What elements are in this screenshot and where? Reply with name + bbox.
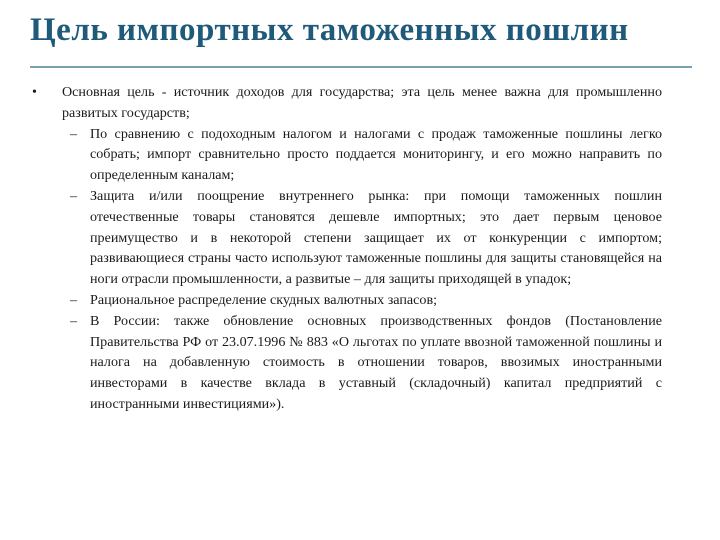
bullet-text: Основная цель - источник доходов для государства; эта цель менее важна для промышленно развитых государств; — [62, 84, 662, 121]
sub-marker: – — [70, 187, 78, 204]
sub-item-text: Рациональное распределение скудных валютных запасов; — [90, 291, 438, 308]
sub-item-text: В России: также обновление основных производственных фондов (Постановление Правительства РФ от 23.07.1996 № 883 «О льготах по уплате ввозной таможенной пошлины и налога на добавленную стоимость в отношении товаров, ввозимых иностранными инвесторами в качестве вклада в уставный (складочный) капитал предприятий с иностранными инвестициями»). — [90, 312, 662, 412]
sub-item-text: По сравнению с подоходным налогом и налогами с продаж таможенные пошлины легко собрать; импорт сравнительно просто поддается мониторингу, и его можно направить по определенным каналам; — [90, 125, 662, 184]
sub-marker: – — [70, 291, 78, 308]
sub-item-text: Защита и/или поощрение внутреннего рынка: при помощи таможенных пошлин отечественные товары становятся дешевле импортных; это дает первым ценовое преимущество и в некоторой степени защищает их от конкуренции с импортом; развивающиеся страны часто используют таможенные пошлины для защиты становящейся на ноги отрасли промышленности, а развитые – для защиты приходящей в упадок; — [90, 187, 662, 288]
sub-item — [30, 186, 662, 290]
bullet-item — [30, 82, 662, 124]
sub-item — [30, 124, 662, 186]
bullet-marker: • — [32, 84, 37, 100]
slide-title: Цель импортных таможенных пошлин — [30, 12, 629, 48]
title-underline — [30, 66, 692, 68]
slide-body — [30, 82, 662, 415]
sub-item — [30, 311, 662, 415]
sub-marker: – — [70, 312, 78, 329]
sub-item — [30, 290, 662, 311]
sub-marker: – — [70, 125, 78, 142]
